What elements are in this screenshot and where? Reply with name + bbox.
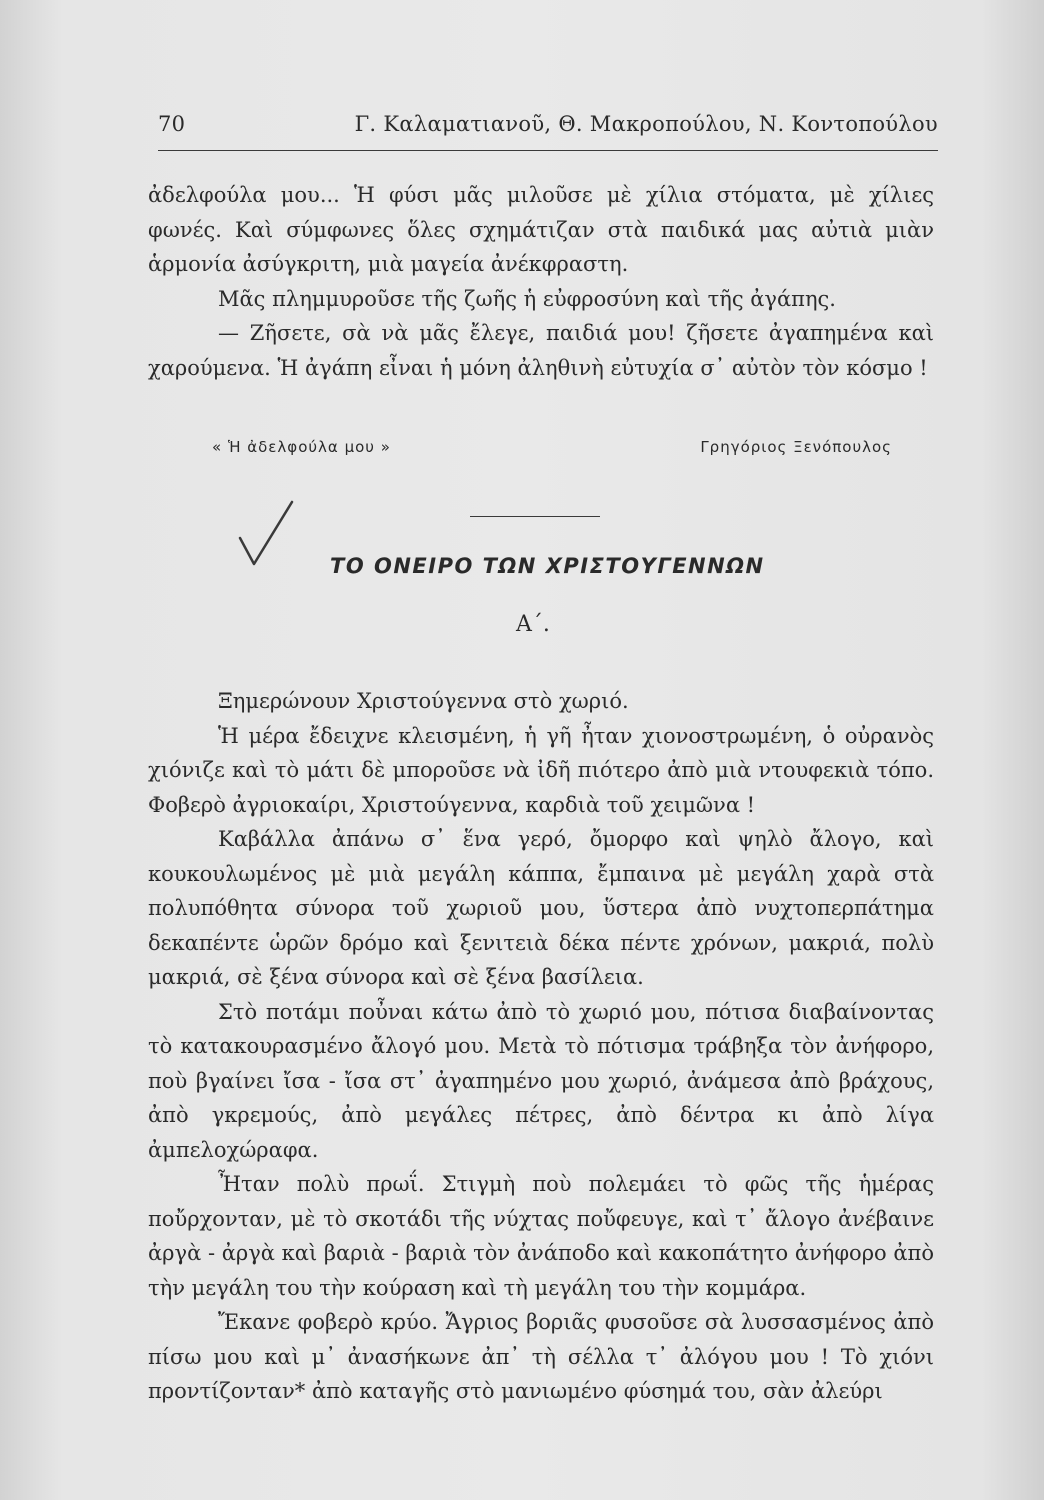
story-text: [148, 684, 934, 1409]
handwritten-checkmark-icon: [236, 498, 296, 568]
paragraph: Στὸ ποτάμι ποὖναι κάτω ἀπὸ τὸ χωριό μου, πότισα διαβαίνοντας τὸ κατακουρασμένο ἄλογό μου. Μετὰ τὸ πότισμα τράβηξα τὸν ἀνήφορο, ποὺ βγαίνει ἴσα - ἴσα στ᾽ ἀγαπημένο μου χωριό, ἀνάμεσα ἀπὸ βράχους, ἀπὸ γκρεμούς, ἀπὸ μεγάλες πέτρες, ἀπὸ δέντρα κι ἀπὸ λίγα ἀμπελοχώραφα.: [148, 999, 934, 1162]
passage-text: [148, 178, 934, 385]
story-title: ΤΟ ΟΝΕΙΡΟ ΤΩΝ ΧΡΙΣΤΟΥΓΕΝΝΩΝ: [330, 554, 765, 578]
header-rule: [158, 150, 938, 151]
chapter-number: Α΄.: [516, 612, 550, 637]
paragraph: — Ζῆσετε, σὰ νὰ μᾶς ἔλεγε, παιδιά μου! ζῆσετε ἀγαπημένα καὶ χαρούμενα. Ἡ ἀγάπη εἶναι ἡ μόνη ἀληθινὴ εὐτυχία σ᾽ αὐτὸν τὸν κόσμο !: [148, 321, 934, 380]
quote-source: [212, 438, 892, 468]
source-author: Γρηγόριος Ξενόπουλος: [700, 438, 892, 456]
paragraph: Ἦταν πολὺ πρωΐ. Στιγμὴ ποὺ πολεμάει τὸ φῶς τῆς ἡμέρας ποὔρχονταν, μὲ τὸ σκοτάδι τῆς νύχτας ποὔφευγε, καὶ τ᾽ ἄλογο ἀνέβαινε ἀργὰ - ἀργὰ καὶ βαριὰ - βαριὰ τὸν ἀνάποδο καὶ κακοπάτητο ἀνήφορο ἀπὸ τὴν μεγάλη του τὴν κούραση καὶ τὴ μεγάλη του τὴν κομμάρα.: [148, 1172, 934, 1300]
paragraph: Ἡ μέρα ἔδειχνε κλεισμένη, ἡ γῆ ἦταν χιονοστρωμένη, ὁ οὐρανὸς χιόνιζε καὶ τὸ μάτι δὲ μποροῦσε νὰ ἰδῆ πιότερο ἀπὸ μιὰ ντουφεκιὰ τόπο. Φοβερὸ ἀγριοκαίρι, Χριστούγεννα, καρδιὰ τοῦ χειμῶνα !: [148, 723, 934, 817]
page-header: [158, 112, 938, 146]
section-separator: [470, 516, 600, 517]
paragraph: ἀδελφούλα μου... Ἡ φύσι μᾶς μιλοῦσε μὲ χίλια στόματα, μὲ χίλιες φωνές. Καὶ σύμφωνες ὅλες σχημάτιζαν στὰ παιδικά μας αὐτιὰ μιὰν ἁρμονία ἀσύγκριτη, μιὰ μαγεία ἀνέκφραστη.: [148, 183, 934, 276]
paragraph: Μᾶς πλημμυροῦσε τῆς ζωῆς ἡ εὐφροσύνη καὶ τῆς ἀγάπης.: [218, 286, 836, 311]
page-number: 70: [158, 112, 186, 136]
source-work-title: « Ἡ ἀδελφούλα μου »: [212, 438, 391, 456]
paragraph: Καβάλλα ἀπάνω σ᾽ ἕνα γερό, ὄμορφο καὶ ψηλὸ ἄλογο, καὶ κουκουλωμένος μὲ μιὰ μεγάλη κάππα, ἔμπαινα μὲ μεγάλη χαρὰ στὰ πολυπόθητα σύνορα τοῦ χωριοῦ μου, ὕστερα ἀπὸ νυχτοπερπάτημα δεκαπέντε ὡρῶν δρόμο καὶ ξενιτειὰ δέκα πέντε χρόνων, μακριά, πολὺ μακριά, σὲ ξένα σύνορα καὶ σὲ ξένα βασίλεια.: [148, 827, 934, 989]
running-head: Γ. Καλαματιανοῦ, Θ. Μακροπούλου, Ν. Κοντοπούλου: [354, 112, 938, 136]
paragraph: Ἔκανε φοβερὸ κρύο. Ἄγριος βοριᾶς φυσοῦσε σὰ λυσσασμένος ἀπὸ πίσω μου καὶ μ᾽ ἀνασήκωνε ἀπ᾽ τὴ σέλλα τ᾽ ἀλόγου μου ! Τὸ χιόνι προντίζονταν* ἀπὸ καταγῆς στὸ μανιωμένο φύσημά του, σὰν ἀλεύρι: [148, 1310, 934, 1403]
paragraph: Ξημερώνουν Χριστούγεννα στὸ χωριό.: [218, 689, 629, 713]
